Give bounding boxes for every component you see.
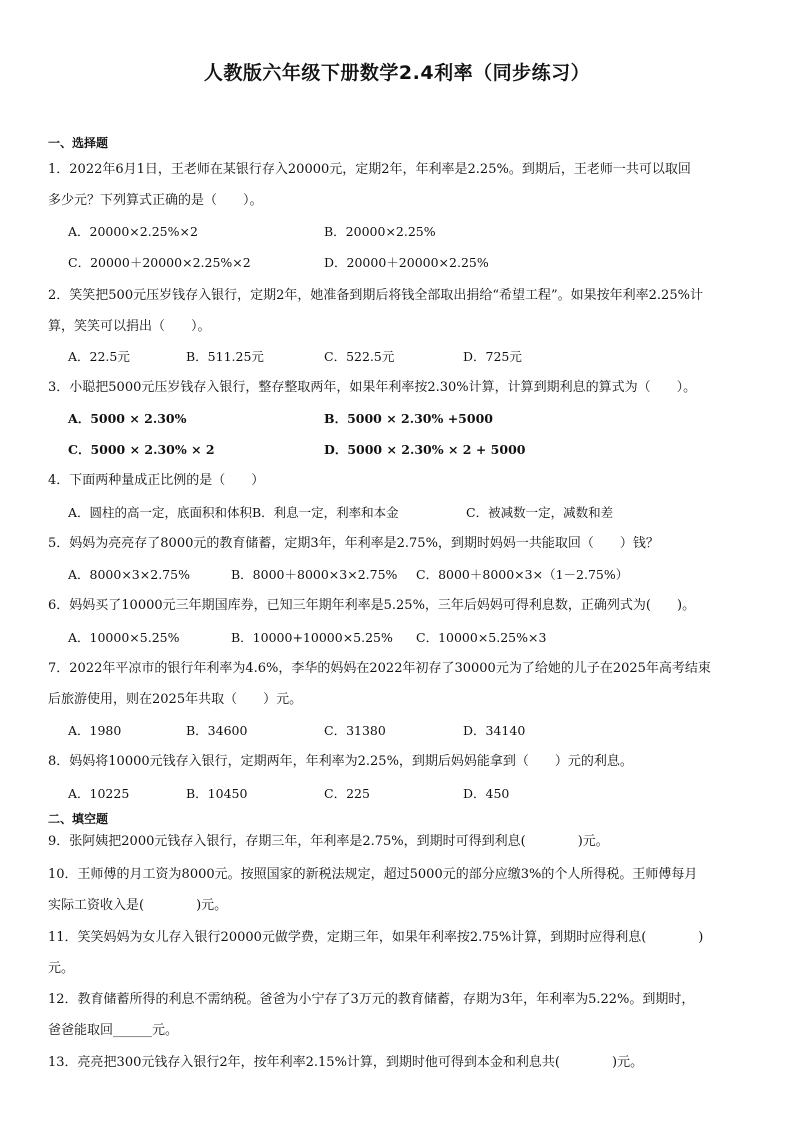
question-5-option-a: A．8000×3×2.75%: [68, 567, 190, 582]
question-1-text-line2: 多少元？下列算式正确的是（ ）。: [48, 193, 263, 208]
question-8-text-line1: 8．妈妈将10000元钱存入银行，定期两年，年利率为2.25%，到期后妈妈能拿到（ ）元的利息。: [48, 754, 633, 769]
section-heading-fill: 二、填空题: [48, 812, 109, 826]
question-5-option-b: B．8000＋8000×3×2.75%: [231, 567, 398, 582]
question-4-option-c: C．被减数一定，减数和差: [466, 505, 614, 520]
question-8-option-a: A．10225: [68, 786, 130, 801]
question-7-option-a: A．1980: [68, 723, 122, 738]
question-2-text-line2: 算，笑笑可以捐出（ ）。: [48, 319, 211, 334]
question-9-text-line1: 9．张阿姨把2000元钱存入银行，存期三年，年利率是2.75%，到期时可得到利息( )元。: [48, 834, 609, 849]
question-8-option-b: B．10450: [186, 786, 248, 801]
question-7: [48, 653, 748, 715]
question-9: [48, 826, 748, 857]
question-5-option-c: C．8000＋8000×3×（1－2.75%）: [416, 567, 629, 582]
question-3-text-line1: 3．小聪把5000元压岁钱存入银行，整存整取两年，如果年利率按2.30%计算，计算到期利息的算式为（ ）。: [48, 380, 697, 395]
question-3: [48, 372, 748, 403]
question-2: [48, 280, 748, 342]
question-1-text-line1: 1．2022年6月1日，王老师在某银行存入20000元，定期2年，年利率是2.25%。到期后，王老师一共可以取回: [48, 162, 691, 177]
question-8-option-c: C．225: [324, 786, 370, 801]
question-1-option-d: D．20000＋20000×2.25%: [324, 255, 489, 270]
question-7-option-d: D．34140: [463, 723, 526, 738]
question-10-text-line1: 10．王师傅的月工资为8000元。按照国家的新税法规定，超过5000元的部分应缴3%的个人所得税。王师傅每月: [48, 867, 698, 882]
question-1: [48, 154, 748, 216]
question-13-text-line1: 13．亮亮把300元钱存入银行2年，按年利率2.15%计算，到期时他可得到本金和利息共( )元。: [48, 1055, 644, 1070]
question-10-text-line2: 实际工资收入是( )元。: [48, 898, 228, 913]
question-4-option-b: B．利息一定，利率和本金: [252, 505, 399, 520]
question-8-option-d: D．450: [463, 786, 510, 801]
question-1-option-c: C．20000＋20000×2.25%×2: [68, 255, 251, 270]
question-4-option-a: A．圆柱的高一定，底面积和体积: [68, 505, 253, 520]
question-12-text-line2: 爸爸能取回______元。: [48, 1023, 179, 1038]
question-2-text-line1: 2．笑笑把500元压岁钱存入银行，定期2年，她准备到期后将钱全部取出捐给“希望工程”。如果按年利率2.25%计: [48, 288, 703, 303]
question-6-text-line1: 6．妈妈买了10000元三年期国库券，已知三年期年利率是5.25%，三年后妈妈可得利息数，正确列式为( )。: [48, 598, 696, 613]
question-6-option-b: B．10000+10000×5.25%: [231, 630, 393, 645]
question-2-option-c: C．522.5元: [324, 349, 395, 364]
question-1-option-b: B．20000×2.25%: [324, 224, 436, 239]
question-8: [48, 746, 748, 777]
question-4: [48, 465, 748, 496]
question-13: [48, 1047, 748, 1078]
question-3-option-a: A．5000 × 2.30%: [68, 411, 187, 426]
question-2-option-a: A．22.5元: [68, 349, 130, 364]
question-6-option-a: A．10000×5.25%: [68, 630, 180, 645]
question-7-option-c: C．31380: [324, 723, 386, 738]
question-11-text-line1: 11．笑笑妈妈为女儿存入银行20000元做学费，定期三年，如果年利率按2.75%计算，到期时应得利息( ): [48, 930, 704, 945]
question-4-text-line1: 4．下面两种量成正比例的是（ ）: [48, 473, 265, 488]
question-11: [48, 922, 748, 984]
question-12: [48, 984, 748, 1046]
question-3-option-b: B．5000 × 2.30% +5000: [324, 411, 493, 426]
question-5-text-line1: 5．妈妈为亮亮存了8000元的教育储蓄，定期3年，年利率是2.75%，到期时妈妈一共能取回（ ）钱？: [48, 536, 659, 551]
question-2-option-d: D．725元: [463, 349, 522, 364]
question-3-option-d: D．5000 × 2.30% × 2 + 5000: [324, 442, 526, 457]
question-1-option-a: A．20000×2.25%×2: [68, 224, 198, 239]
question-10: [48, 859, 748, 921]
question-5: [48, 528, 748, 559]
question-12-text-line1: 12．教育储蓄所得的利息不需纳税。爸爸为小宁存了3万元的教育储蓄，存期为3年，年利率为5.22%。到期时，: [48, 992, 695, 1007]
section-heading-choice: 一、选择题: [48, 136, 109, 150]
page-title: 人教版六年级下册数学2.4利率（同步练习）: [203, 62, 591, 84]
question-3-option-c: C．5000 × 2.30% × 2: [68, 442, 215, 457]
question-7-text-line1: 7．2022年平凉市的银行年利率为4.6%，李华的妈妈在2022年初存了30000元为了给她的儿子在2025年高考结束: [48, 661, 711, 676]
question-6: [48, 590, 748, 621]
question-11-text-line2: 元。: [48, 961, 75, 976]
question-2-option-b: B．511.25元: [186, 349, 264, 364]
question-6-option-c: C．10000×5.25%×3: [416, 630, 547, 645]
question-7-option-b: B．34600: [186, 723, 248, 738]
question-7-text-line2: 后旅游使用，则在2025年共取（ ）元。: [48, 692, 303, 707]
